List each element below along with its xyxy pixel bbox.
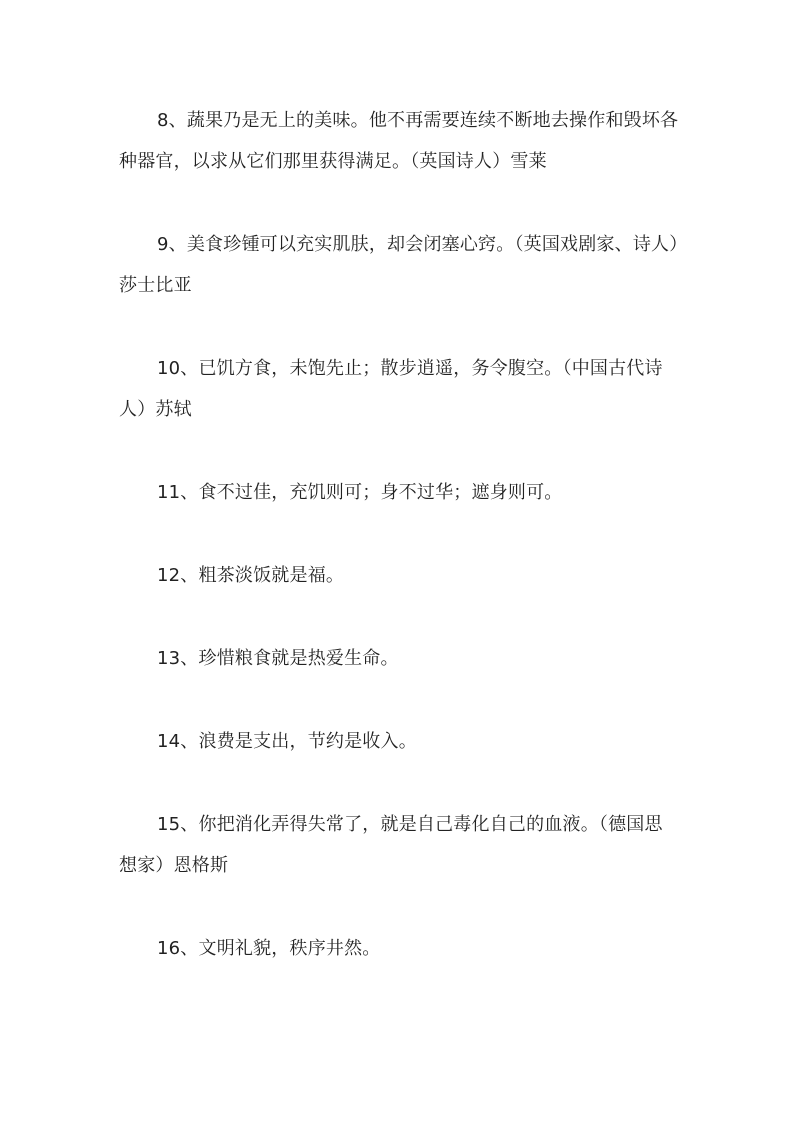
- quote-paragraph-16: 16、文明礼貌，秩序井然。: [157, 938, 381, 959]
- quote-paragraph-8: 8、蔬果乃是无上的美味。他不再需要连续不断地去操作和毁坏各种器官，以求从它们那里获得满足。（英国诗人）雪莱: [119, 110, 679, 172]
- quote-paragraph-11: 11、食不过佳，充饥则可；身不过华；遮身则可。: [157, 482, 563, 503]
- quote-paragraph-10: 10、已饥方食，未饱先止；散步逍遥，务令腹空。（中国古代诗人）苏轼: [119, 358, 663, 420]
- quote-paragraph-9: 9、美食珍锺可以充实肌肤，却会闭塞心窍。（英国戏剧家、诗人）莎士比亚: [119, 234, 679, 296]
- document-body: [119, 100, 679, 1011]
- quote-paragraph-12: 12、粗茶淡饭就是福。: [157, 565, 345, 586]
- quote-paragraph-13: 13、珍惜粮食就是热爱生命。: [157, 648, 399, 669]
- quote-paragraph-15: 15、你把消化弄得失常了，就是自己毒化自己的血液。（德国思想家）恩格斯: [119, 814, 663, 876]
- quote-paragraph-14: 14、浪费是支出，节约是收入。: [157, 731, 417, 752]
